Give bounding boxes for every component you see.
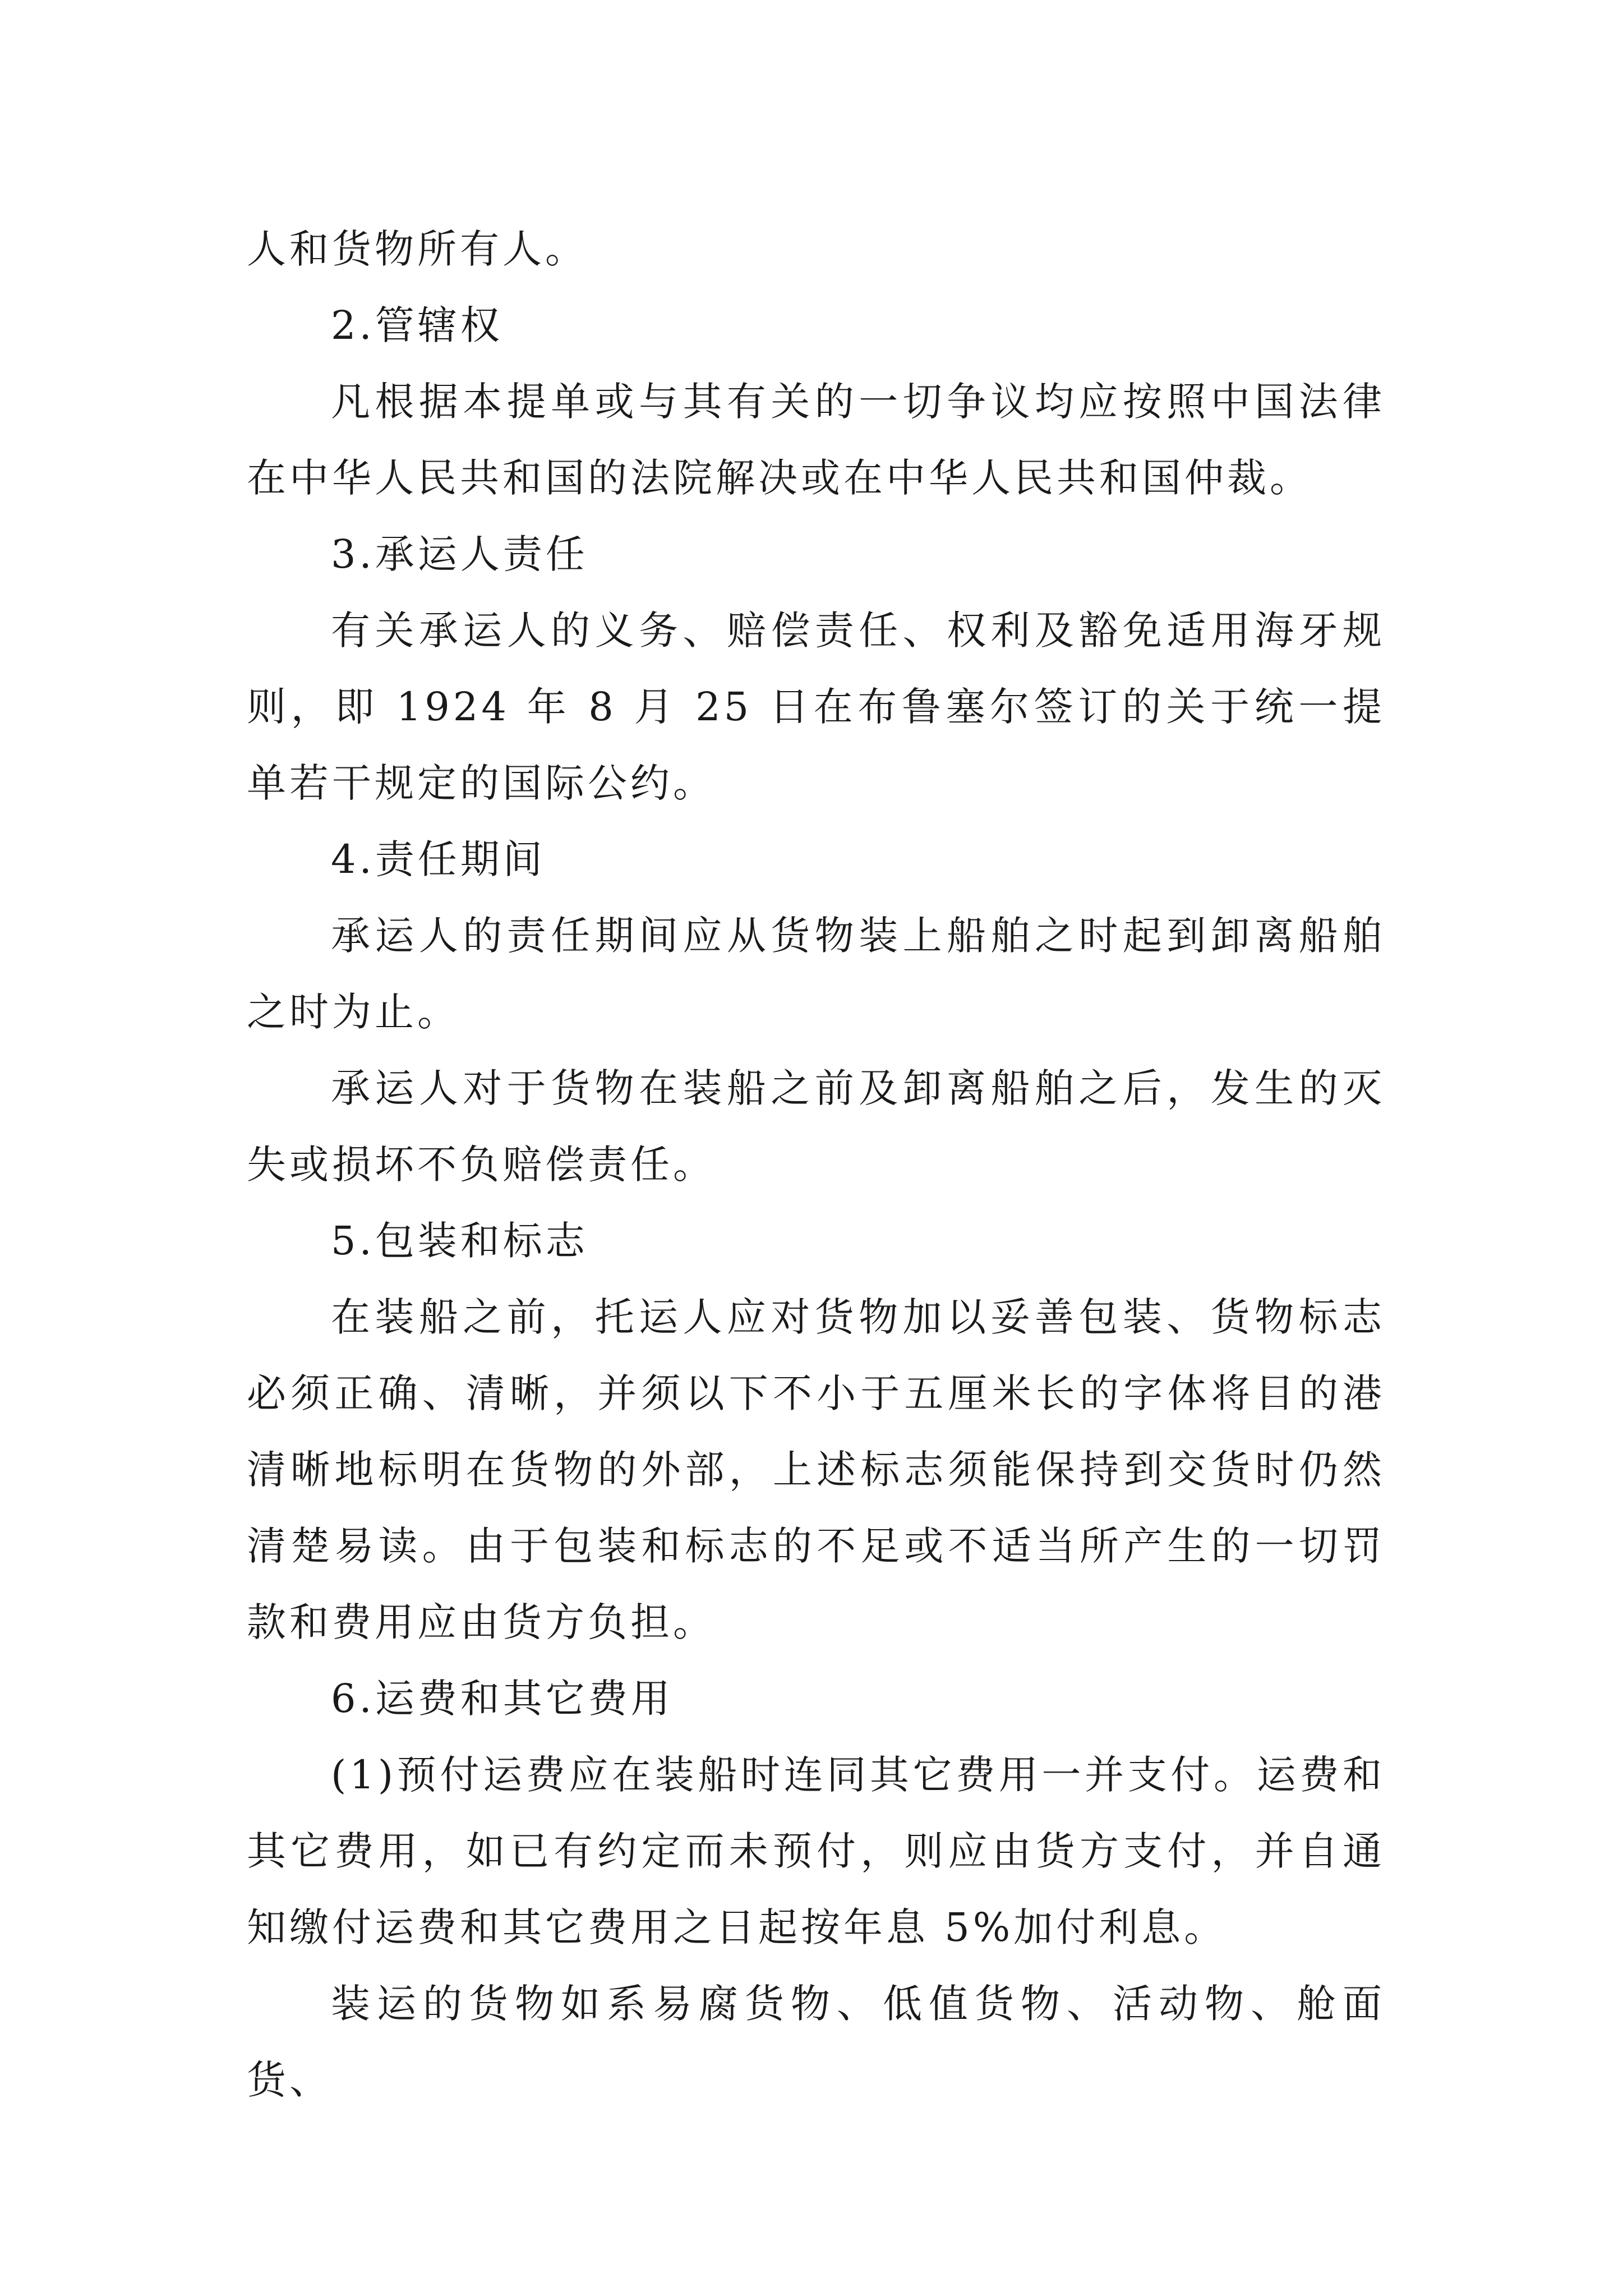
paragraph-loss-damage: 承运人对于货物在装船之前及卸离船舶之后，发生的灭失或损坏不负赔偿责任。 (247, 1065, 1385, 1188)
paragraph-period-of-responsibility: 承运人的责任期间应从货物装上船舶之时起到卸离船舶之时为止。 (247, 913, 1385, 1035)
document-body (247, 211, 1385, 2118)
section-heading-freight-charges: 6.运费和其它费用 (331, 1676, 674, 1722)
paragraph-prepaid-freight: (1)预付运费应在装船时连同其它费用一并支付。运费和其它费用，如已有约定而未预付，则应由货方支付，并自通知缴付运费和其它费用之日起按年息 5%加付利息。 (247, 1752, 1385, 1950)
paragraph-perishable-goods: 装运的货物如系易腐货物、低值货物、活动物、舱面货、 (247, 1981, 1385, 2103)
section-heading-period-of-responsibility: 4.责任期间 (331, 836, 546, 882)
section-heading-packing-marks: 5.包装和标志 (331, 1218, 588, 1264)
paragraph-continuation: 人和货物所有人。 (247, 226, 588, 272)
section-heading-carrier-liability: 3.承运人责任 (331, 531, 588, 577)
paragraph-carrier-liability: 有关承运人的义务、赔偿责任、权利及豁免适用海牙规则，即 1924 年 8 月 25 日在布鲁塞尔签订的关于统一提单若干规定的国际公约。 (247, 608, 1385, 806)
paragraph-packing-marks: 在装船之前，托运人应对货物加以妥善包装、货物标志必须正确、清晰，并须以下不小于五厘米长的字体将目的港清晰地标明在货物的外部，上述标志须能保持到交货时仍然清楚易读。由于包装和标志的不足或不适当所产生的一切罚款和费用应由货方负担。 (247, 1294, 1385, 1645)
paragraph-jurisdiction: 凡根据本提单或与其有关的一切争议均应按照中国法律在中华人民共和国的法院解决或在中华人民共和国仲裁。 (247, 379, 1385, 501)
section-heading-jurisdiction: 2.管辖权 (331, 302, 503, 348)
